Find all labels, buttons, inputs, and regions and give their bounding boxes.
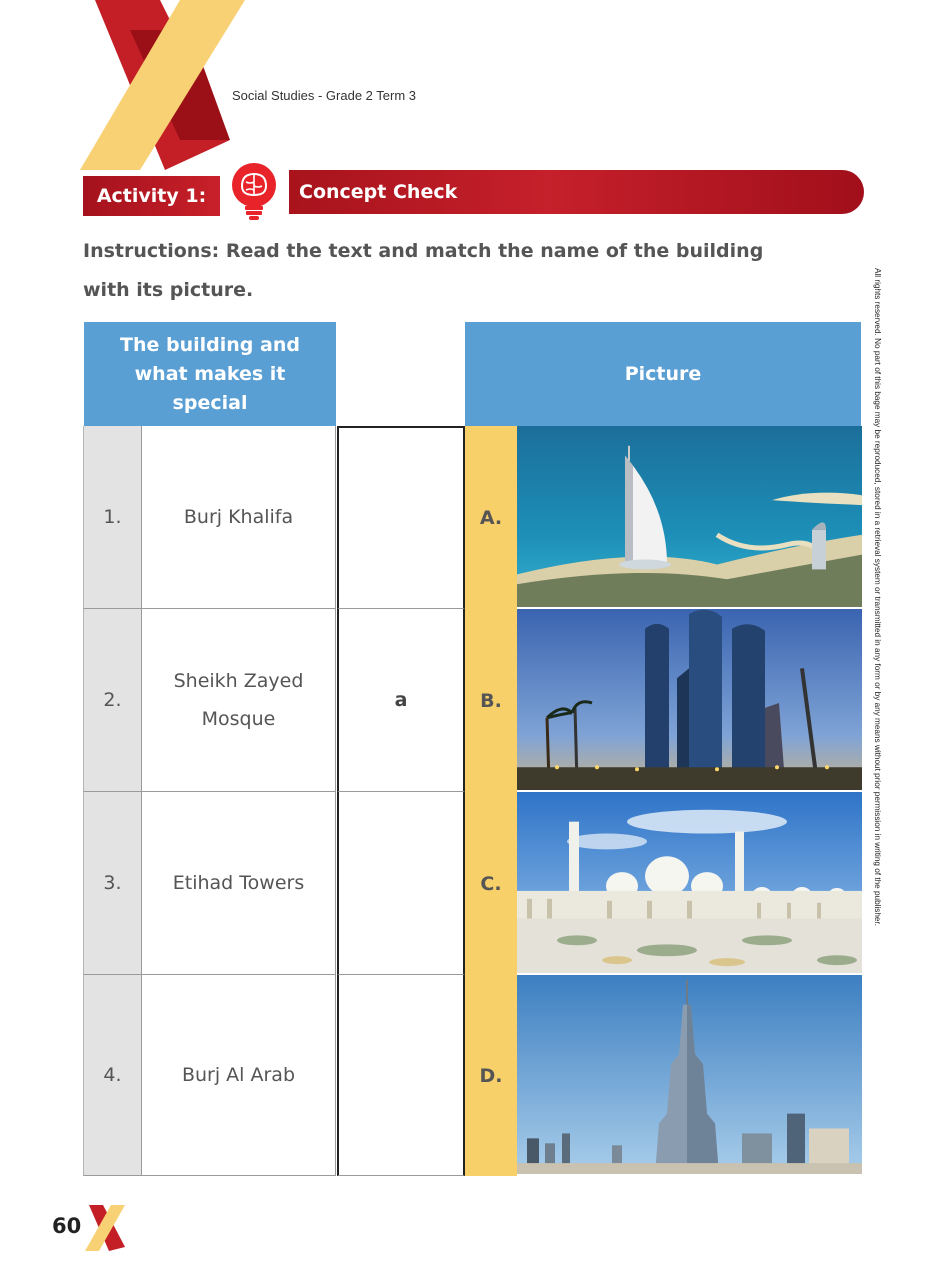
picture-letter: B. <box>465 609 517 792</box>
table-row <box>83 792 862 975</box>
row-number: 3. <box>83 792 141 975</box>
header-building: The building and what makes it special <box>84 322 336 426</box>
table-row <box>83 609 862 792</box>
activity-title: Concept Check <box>289 170 864 214</box>
picture-letter: A. <box>465 426 517 609</box>
answer-field[interactable] <box>337 975 465 1176</box>
activity-label: Activity 1: <box>83 176 220 216</box>
building-name: Burj Khalifa <box>141 426 336 609</box>
picture-burj-al-arab <box>517 426 862 609</box>
row-number: 1. <box>83 426 141 609</box>
answer-field[interactable] <box>337 426 465 609</box>
header-picture: Picture <box>465 322 861 426</box>
building-name: Burj Al Arab <box>141 975 336 1176</box>
row-number: 4. <box>83 975 141 1176</box>
row-number: 2. <box>83 609 141 792</box>
picture-letter: D. <box>465 975 517 1176</box>
page-number: 60 <box>52 1214 82 1238</box>
publisher-logo <box>80 0 260 170</box>
copyright-notice <box>868 268 884 1008</box>
brain-lightbulb-icon <box>228 162 280 222</box>
building-name: Etihad Towers <box>141 792 336 975</box>
picture-sheikh-zayed-mosque <box>517 792 862 975</box>
picture-letter: C. <box>465 792 517 975</box>
building-name: Sheikh Zayed Mosque <box>141 609 336 792</box>
instructions-text: Instructions: Read the text and match the name of the building with its picture. <box>83 240 764 301</box>
course-subtitle: Social Studies - Grade 2 Term 3 <box>232 88 417 103</box>
publisher-logo-small <box>85 1205 127 1251</box>
answer-field[interactable] <box>337 792 465 975</box>
table-row <box>83 426 862 609</box>
copyright-text: All rights reserved. No part of this bage may be reproduced, stored in a retrieval system or transmitted in any form or by any means without prior permission in writing of the publisher. <box>873 268 882 927</box>
answer-field[interactable]: a <box>337 609 465 792</box>
picture-burj-khalifa <box>517 975 862 1176</box>
table-row <box>83 975 862 1176</box>
picture-etihad-towers <box>517 609 862 792</box>
